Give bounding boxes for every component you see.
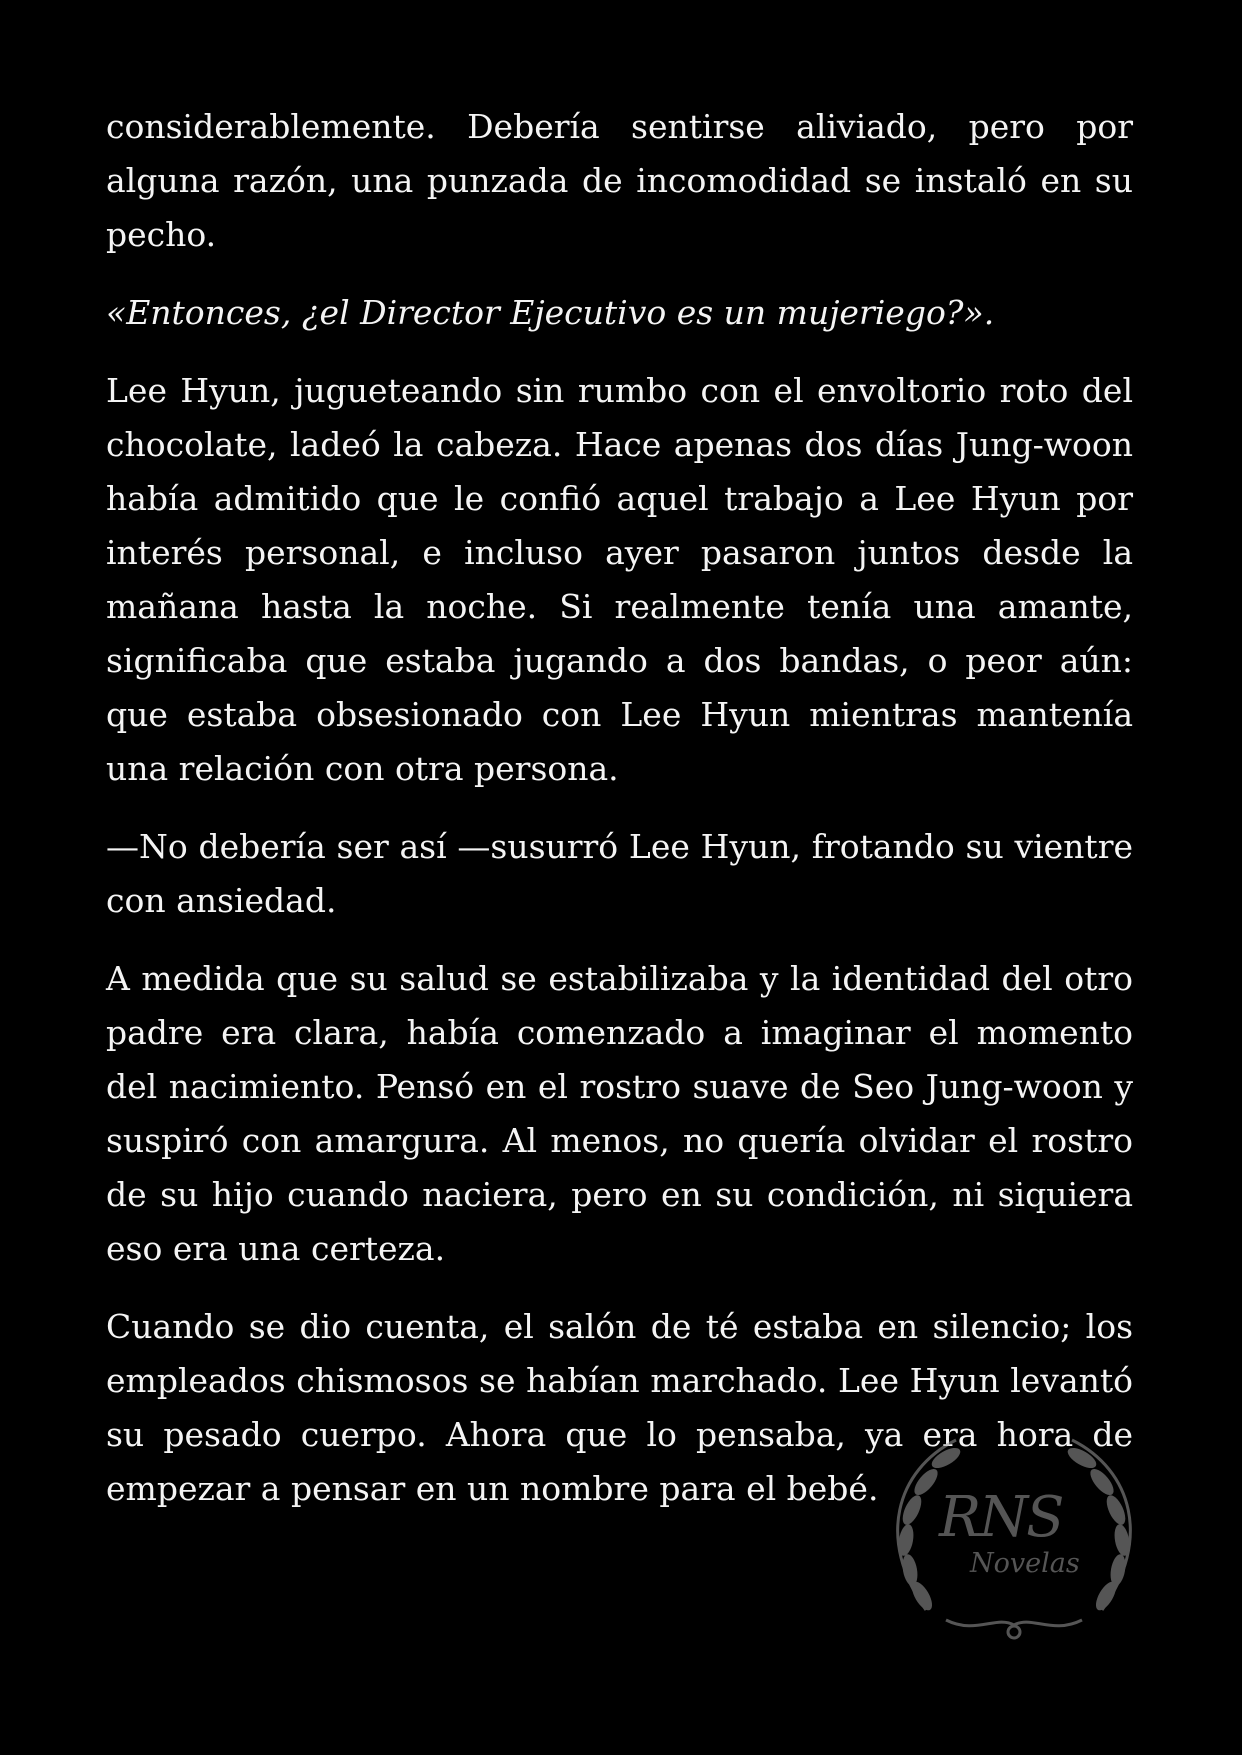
watermark-monogram: RNS <box>939 1485 1063 1550</box>
paragraph: Lee Hyun, jugueteando sin rumbo con el envoltorio roto del chocolate, ladeó la cabeza. Hace apenas dos días Jung-woon había admitido que le confió aquel trabajo a Lee Hyun por interés personal, e incluso ayer pasaron juntos desde la mañana hasta la noche. Si realmente tenía una amante, significaba que estaba jugando a dos bandas, o peor aún: que estaba obsesionado con Lee Hyun mientras mantenía una relación con otra persona. <box>106 371 1133 788</box>
watermark-label: Novelas <box>970 1548 1080 1579</box>
watermark-logo <box>836 1420 1192 1650</box>
paragraph-thought: «Entonces, ¿el Director Ejecutivo es un mujeriego?». <box>106 293 995 332</box>
paragraph: Cuando se dio cuenta, el salón de té estaba en silencio; los empleados chismosos se habían marchado. Lee Hyun levantó su pesado cuerpo. Ahora que lo pensaba, ya era hora de empezar a pensar en un nombre para el bebé. <box>106 1307 1133 1508</box>
paragraph: considerablemente. Debería sentirse aliviado, pero por alguna razón, una punzada de incomodidad se instaló en su pecho. <box>106 107 1133 254</box>
chapter-text <box>106 100 1133 1540</box>
paragraph-dialogue: —No debería ser así —susurró Lee Hyun, frotando su vientre con ansiedad. <box>106 827 1133 920</box>
paragraph: A medida que su salud se estabilizaba y la identidad del otro padre era clara, había comenzado a imaginar el momento del nacimiento. Pensó en el rostro suave de Seo Jung-woon y suspiró con amargura. Al menos, no quería olvidar el rostro de su hijo cuando naciera, pero en su condición, ni siquiera eso era una certeza. <box>106 959 1133 1268</box>
